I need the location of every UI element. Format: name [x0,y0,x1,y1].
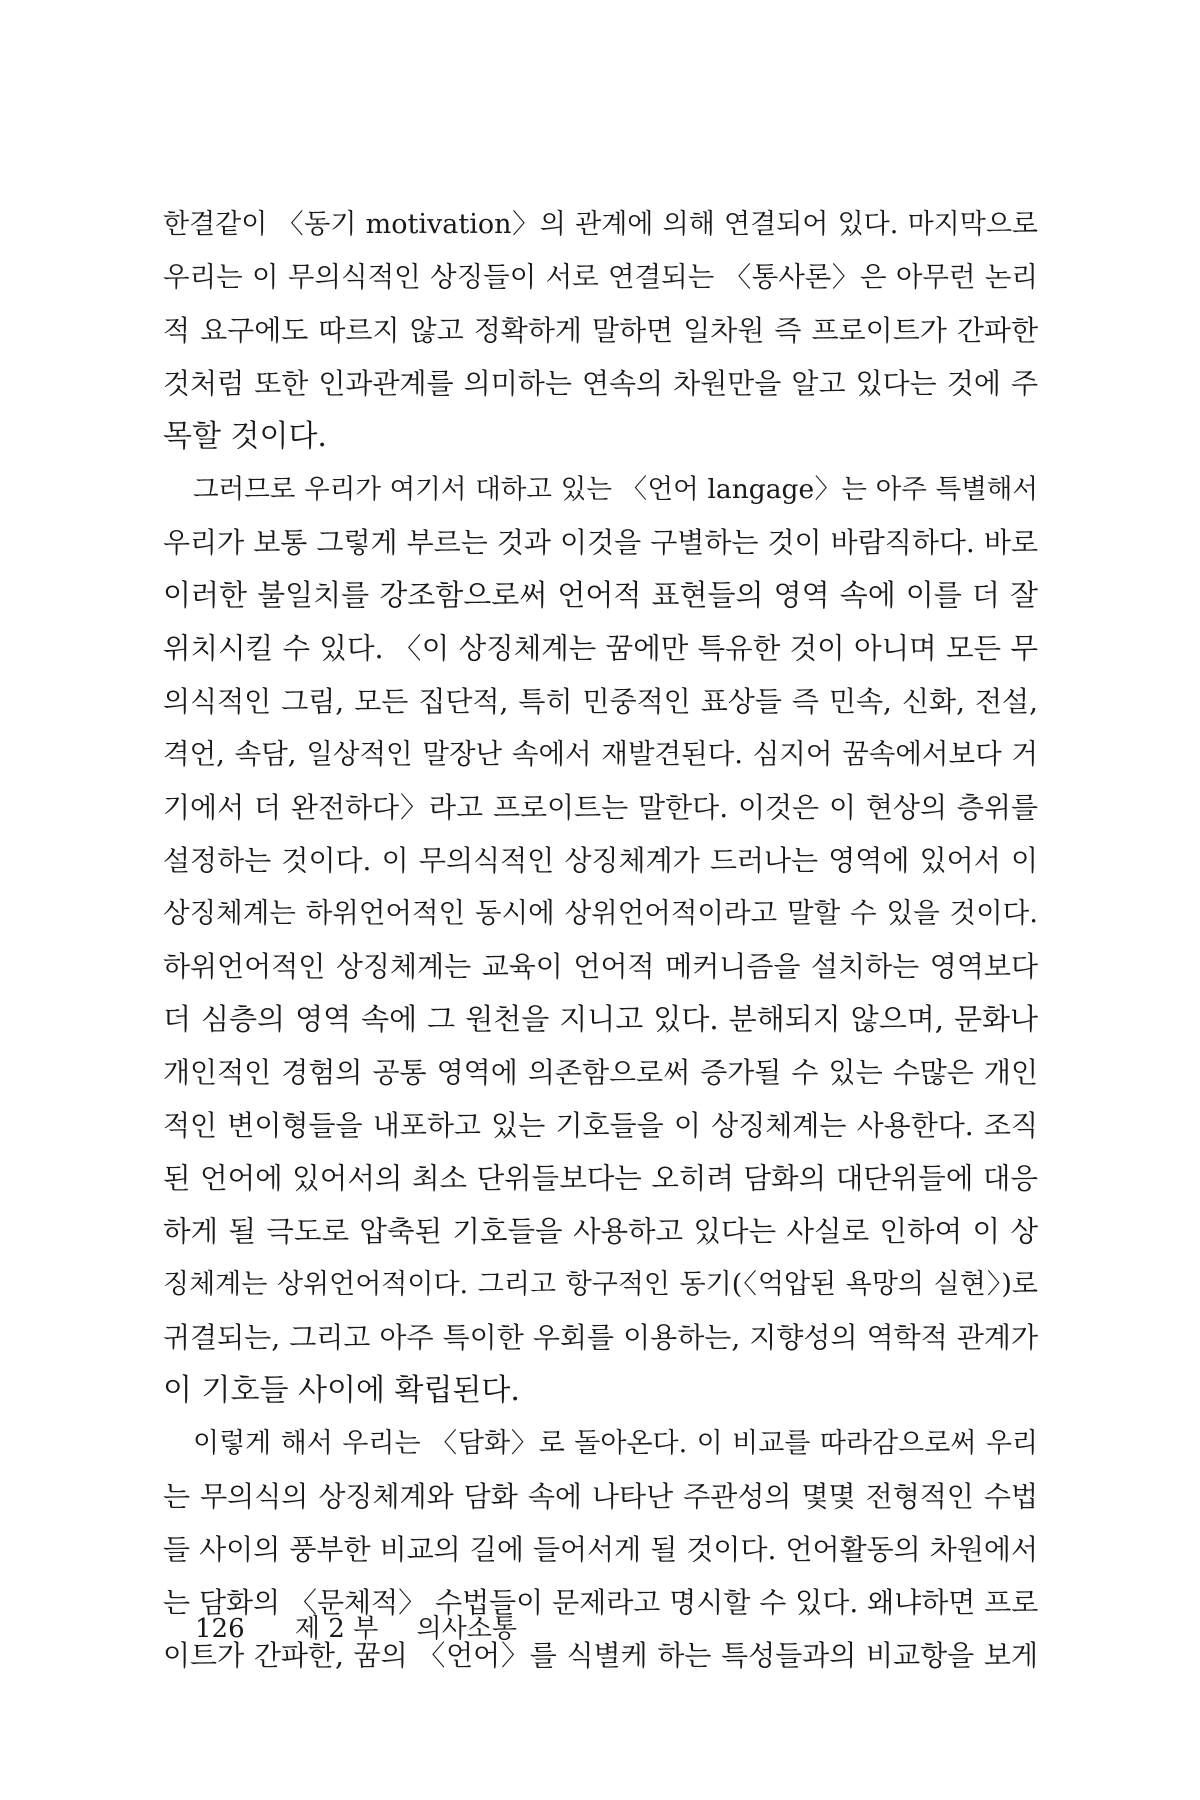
text-line: 이러한 불일치를 강조함으로써 언어적 표현들의 영역 속에 이를 더 잘 [163,578,1038,612]
text-line: 적인 변이형들을 내포하고 있는 기호들을 이 상징체계는 사용한다. 조직 [163,1109,1038,1142]
text-line: 것처럼 또한 인과관계를 의미하는 연속의 차원만을 알고 있다는 것에 주 [163,367,1038,400]
text-line: 하위언어적인 상징체계는 교육이 언어적 메커니즘을 설치하는 영역보다 [163,950,1038,983]
text-line: 징체계는 상위언어적이다. 그리고 항구적인 동기(〈억압된 욕망의 실현〉)로 [163,1269,1038,1300]
text-line: 격언, 속담, 일상적인 말장난 속에서 재발견된다. 심지어 꿈속에서보다 거 [163,738,1038,770]
page-number: 126 [195,1614,245,1644]
text-line: 우리가 보통 그렇게 부르는 것과 이것을 구별하는 것이 바람직하다. 바로 [163,526,1038,559]
text-line: 우리는 이 무의식적인 상징들이 서로 연결되는 〈통사론〉은 아무런 논리 [163,261,1038,293]
text-line: 는 담화의 〈문체적〉 수법들이 문제라고 명시할 수 있다. 왜냐하면 프로 [163,1586,1038,1619]
text-line: 된 언어에 있어서의 최소 단위들보다는 오히려 담화의 대단위들에 대응 [163,1162,1038,1195]
text-line: 개인적인 경험의 공통 영역에 의존함으로써 증가될 수 있는 수많은 개인 [163,1056,1038,1089]
paragraph-2 [163,463,1038,1417]
text-line: 더 심층의 영역 속에 그 원천을 지니고 있다. 분해되지 않으며, 문화나 [163,1002,1038,1036]
text-line: 기에서 더 완전하다〉라고 프로이트는 말한다. 이것은 이 현상의 층위를 [163,791,1038,824]
text-line: 귀결되는, 그리고 아주 특이한 우회를 이용하는, 지향성의 역학적 관계가 [163,1321,1038,1354]
paragraph-1 [163,198,1038,463]
text-line: 하게 될 극도로 압축된 기호들을 사용하고 있다는 사실로 인하여 이 상 [163,1215,1038,1248]
text-line: 그러므로 우리가 여기서 대하고 있는 〈언어 langage〉는 아주 특별해서 [193,474,1038,505]
text-line: 한결같이 〈동기 motivation〉의 관계에 의해 연결되어 있다. 마지막으로 [163,209,1038,240]
text-line: 이렇게 해서 우리는 〈담화〉로 돌아온다. 이 비교를 따라감으로써 우리 [193,1428,1038,1459]
chapter-label: 의사소통 [416,1614,517,1644]
text-line: 이트가 간파한, 꿈의 〈언어〉를 식별케 하는 특성들과의 비교항을 보게 [163,1639,1038,1672]
text-line: 상징체계는 하위언어적인 동시에 상위언어적이라고 말할 수 있을 것이다. [163,897,1038,929]
text-line: 위치시킬 수 있다. 〈이 상징체계는 꿈에만 특유한 것이 아니며 모든 무 [163,632,1038,665]
text-line: 설정하는 것이다. 이 무의식적인 상징체계가 드러나는 영역에 있어서 이 [163,844,1038,877]
page-footer [195,1608,517,1645]
text-line: 들 사이의 풍부한 비교의 길에 들어서게 될 것이다. 언어활동의 차원에서 [163,1533,1038,1566]
text-line: 목할 것이다. [163,419,327,454]
text-line: 적 요구에도 따르지 않고 정확하게 말하면 일차원 즉 프로이트가 간파한 [163,314,1038,347]
text-line: 는 무의식의 상징체계와 담화 속에 나타난 주관성의 몇몇 전형적인 수법 [163,1480,1038,1513]
page-body [163,198,1038,1682]
text-line: 의식적인 그림, 모든 집단적, 특히 민중적인 표상들 즉 민속, 신화, 전설, [163,685,1038,718]
part-label: 제 2 부 [294,1614,379,1644]
text-line: 이 기호들 사이에 확립된다. [163,1373,520,1408]
